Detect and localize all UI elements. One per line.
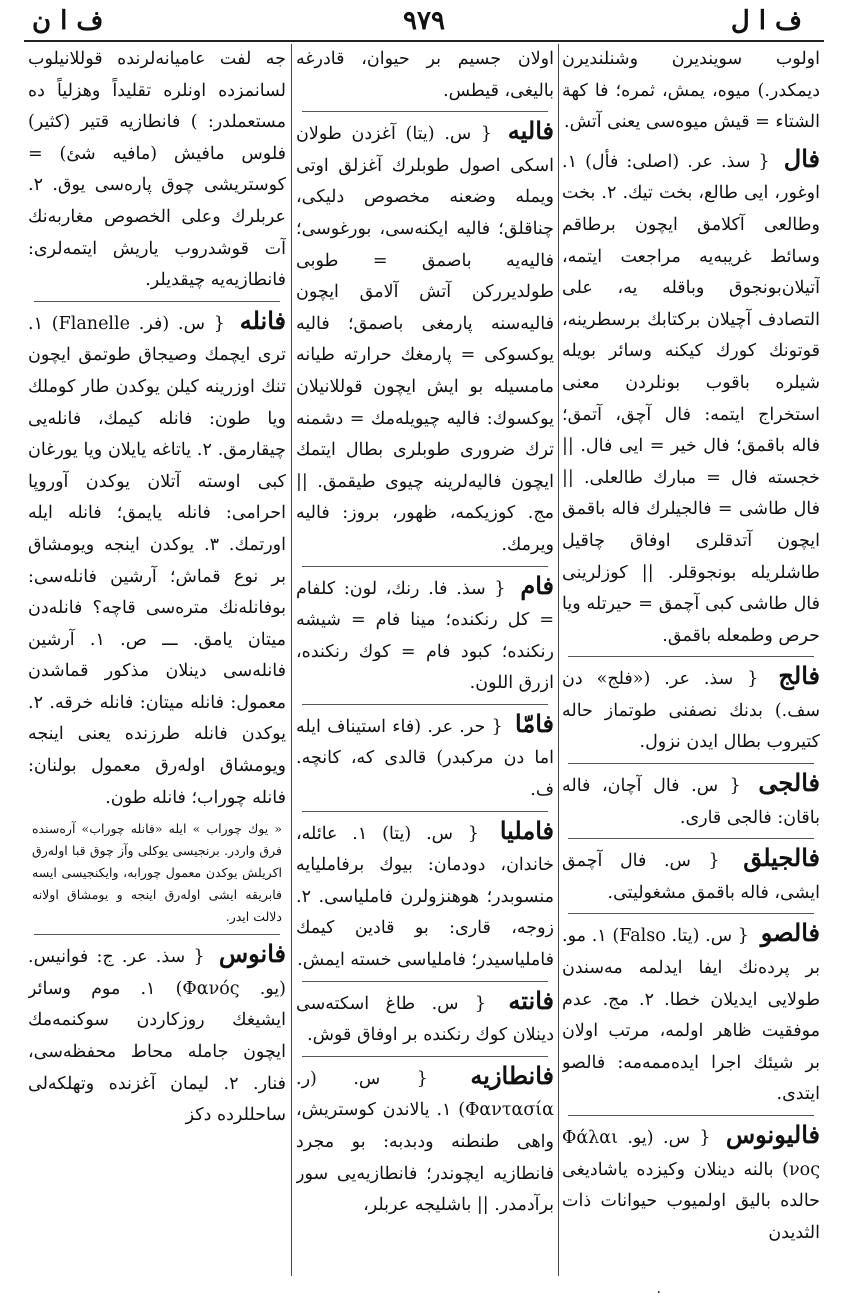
dictionary-entry <box>296 985 554 1052</box>
entry-definition: { حر. عر. (فاء استيناف ايله اما دن مركبدر) قالدى كه، كانچه. ف. <box>296 716 554 801</box>
entry-divider <box>302 981 547 982</box>
entry-headword: فامليا <box>499 815 554 845</box>
entry-definition: { سذ. فا. رنك، لون: كلفام = كل رنكنده؛ مينا فام = شيشه رنكنده؛ كبود فام = كوك رنكنده، ازرق اللون. <box>296 578 554 694</box>
entry-headword: فام <box>520 570 554 600</box>
entry-definition: { س. طاغ اسكته‌سى دينلان كوك رنكنده بر اوفاق قوش. <box>296 993 554 1046</box>
entry-definition: اولان جسيم بر حيوان، قادرغه باليغى، قيطس. <box>296 49 554 101</box>
dictionary-entry <box>296 570 554 700</box>
page-number: ٩٧٩ <box>403 6 445 36</box>
dictionary-entry <box>296 708 554 807</box>
dictionary-entry <box>562 44 820 139</box>
dictionary-entry <box>296 815 554 977</box>
entry-headword: فالجيلق <box>743 843 820 873</box>
entry-definition: { سذ. عر. ج: فوانيس. (يو. Φανός) ١. موم وسائر ايشيغك روزكاردن سوكنمه‌مك ايچون جامله محاط محفظه‌سى، فنار. ٢. ليمان آغزنده وتهلكه‌لى ساحللرده دكز <box>28 947 286 1126</box>
column-separator <box>291 44 292 1276</box>
entry-headword: فانوس <box>218 939 286 969</box>
dictionary-entry <box>296 115 554 561</box>
entry-definition: { س. (فر. Flanelle) ١. ترى ايچمك وصيجاق طوتمق ايچون تنك اوزرينه كيلن يوكدن طار كوملك ويا طون: فانله كيمك، فانله‌يى چيقارمق. ٢. ياتاغه يايلان ويا يورغان كبى اوسته آتلان يوكدن آوروپا احرامى: فانله يايمق؛ فانله ايله اورتمك. ٣. يوكدن اينجه ويومشاق بر نوع قماش؛ آرشين فانله‌سى: بوفانله‌نك متره‌سى قاچه؟ فانله‌دن ميتان يامق. ـــ ص. ١. آرشين فانله‌سى دينلان مذكور قماشدن معمول: فانله ميتان: فانله خرقه. ٢. يوكدن فانله طرزنده يعنى اينجه ويومشاق اوله‌رق معمول بولنان: فانله چوراب؛ فانله طون. <box>28 313 286 808</box>
entry-divider <box>568 913 813 914</box>
entry-divider <box>568 1115 813 1116</box>
entry-headword: فامّا <box>515 708 554 738</box>
entry-divider <box>302 566 547 567</box>
usage-note: « يوك چوراب » ايله «فانله چوراب» آره‌سنده فرق واردر. برنجيسى يوكلى وآز چوق قبا اوله‌رق اكريلش يوكدن معمول چورابه، وايكنجيسى ايسه فابريقه ايشى اوله‌رق اينجه و يومشاق اولانه دلالت ايدر. <box>32 821 282 925</box>
entry-definition: { س. فال آچان، فاله باقان: فالجى قارى. <box>562 776 820 828</box>
entry-divider <box>568 838 813 839</box>
entry-definition: { س. فال آچمق ايشى، فاله باقمق مشغوليتى. <box>562 851 820 903</box>
entry-headword: فاليونوس <box>725 1120 820 1149</box>
entry-divider <box>34 934 279 935</box>
entry-definition: { س. (يتا. Falso) ١. مو. بر پردەنك ايفا ايدلمه مه‌سندن طولايى ايديلان خطا. ٢. مج. عدم موفقيت ظاهر اولمه، مرتب اولان بر شيئك اجرا ايدەممه‌مه: فالصو ايتدى. <box>562 926 820 1105</box>
dictionary-entry <box>562 917 820 1111</box>
entry-definition: { س. (يتا) ١. عائله، خاندان، دودمان: بيوك برفامليايه منسوبدر؛ هوهنزولرن فاملياسى. ٢. زوجه، قارى: بو قادين كيمك فاملياسيدر؛ فاملياسى خسته ايمش. <box>296 823 554 971</box>
entry-headword: فالصو <box>760 918 820 948</box>
entry-definition: { سذ. عر. («فلج» دن سف.) بدنك نصفنى طوتماز حاله كتيروب بطال ايدن نزول. <box>562 669 820 753</box>
dictionary-entry <box>562 1119 820 1249</box>
entry-definition: { س. (يو. Φάλαι νος) بالنه دينلان وكيزده ياشاديغى حالده باليق اولميوب حيوانات ذات الثديدن <box>562 1128 820 1243</box>
dictionary-entry <box>296 1060 554 1222</box>
dictionary-entry <box>28 938 286 1132</box>
entry-divider <box>34 301 279 302</box>
entry-divider <box>302 111 547 112</box>
dictionary-entry <box>28 305 286 815</box>
dictionary-entry <box>296 44 554 107</box>
dictionary-entry <box>562 767 820 834</box>
page-header <box>24 6 824 36</box>
entry-headword: فانله <box>239 305 286 335</box>
entry-headword: فانته <box>508 985 554 1015</box>
running-head-right: ف ا ل <box>730 6 802 36</box>
column-middle <box>296 44 554 1270</box>
entry-headword: فال <box>783 143 820 173</box>
column-right <box>562 44 820 1270</box>
footer-mark: ٠ <box>655 1284 663 1300</box>
entry-divider <box>302 704 547 705</box>
entry-divider <box>302 811 547 812</box>
dictionary-entry <box>562 143 820 653</box>
entry-divider <box>568 763 813 764</box>
entry-definition: { سذ. عر. (اصلى: فأل) ١. اوغور، ايى طالع، بخت تيك. ٢. بخت وطالعى آكلامق ايچون برطاقم وسائط غريبه‌يه مراجعت ايتمه، آتيلان‌بونجوق وباقله يه، على التصادف آچيلان بركتابك برسطرينه، قوتونك كورك كيكنه وسائر بويله شيلره باقوب بونلردن معنى استخراج ايتمه: فال آچق، آتمق؛ فاله باقمق؛ فال خير = ايى فال. || خجسته فال = مبارك طالعلى. || فال طاشى = فالجيلرك فاله باقمق ايچون آتدقلرى اوفاق چاقيل طاشلريله بونجوقلر. || كوزلرينى فال طاشى كبى آچمق = حيرتله ويا حرص وطمعله باقمق. <box>562 151 820 646</box>
dictionary-entry <box>28 44 286 297</box>
dictionary-entry <box>562 842 820 909</box>
column-left <box>28 44 286 1270</box>
entry-headword: فانطازيه <box>470 1060 554 1090</box>
entry-definition: { س. (يتا) آغزدن طولان اسكى اصول طوبلرك آغزلق اوتى ويمله وضعنه مخصوص دليكى، چناقلق؛ فاليه ايكنه‌سى، بورغوسى؛ فاليه‌يه باصمق = طوبى طولديرركن آتش آلامق ايچون فاليه‌سنه پارمغى باصمق؛ فاليه يوكسوكى = پارمغك حرارته طيانه مامسيله بو ايش ايچون قوللانيلان يوكسوك: فاليه چيويله‌مك = دشمنه ترك ضرورى طوبلرى بطال ايتمك ايچون فاليه‌لرينه چيوى طيقمق. || مج. كوزيكمه، ظهور، بروز: فاليه ويرمك. <box>296 124 554 555</box>
running-head-left: ف ا ن <box>32 6 104 36</box>
dictionary-entry <box>562 660 820 759</box>
entry-divider <box>568 656 813 657</box>
entry-headword: فالجى <box>758 768 820 798</box>
entry-definition: جه لفت عامیانه‌لرنده قوللانيلوب لسانمزده اونلره تقليداً وهزلياً ده مستعملدر: ) فانطازيه قتير (كثير) فلوس مافيش (مافيه شئ) = كوستريشى چوق پاره‌سى يوق. ٢. عربلرك وعلى الخصوص مغاربه‌نك آت قوشدروب ياريش ايتمه‌لرى: فانطازيه‌يه چيقديلر. <box>28 49 286 291</box>
header-rule <box>24 40 824 42</box>
entry-headword: فالج <box>778 661 820 691</box>
entry-divider <box>302 1056 547 1057</box>
entry-headword: فاليه <box>507 116 554 146</box>
column-separator <box>558 44 559 1276</box>
entry-definition: { س. (ر. Φαντασία) ١. يالاندن كوستريش، واهى طنطنه ودبدبه: بو مجرد فانطازيه ايچوندر؛ فانطازيه‌يى سور برآدمدر. || باشليجه عربلر، <box>296 1068 554 1216</box>
entry-definition: اولوب سوينديرن وشنلنديرن ديمكدر.) ميوه، يمش، ثمره؛ فا كهة الشتاء = قيش ميوه‌سى يعنى آتش. <box>562 49 820 133</box>
